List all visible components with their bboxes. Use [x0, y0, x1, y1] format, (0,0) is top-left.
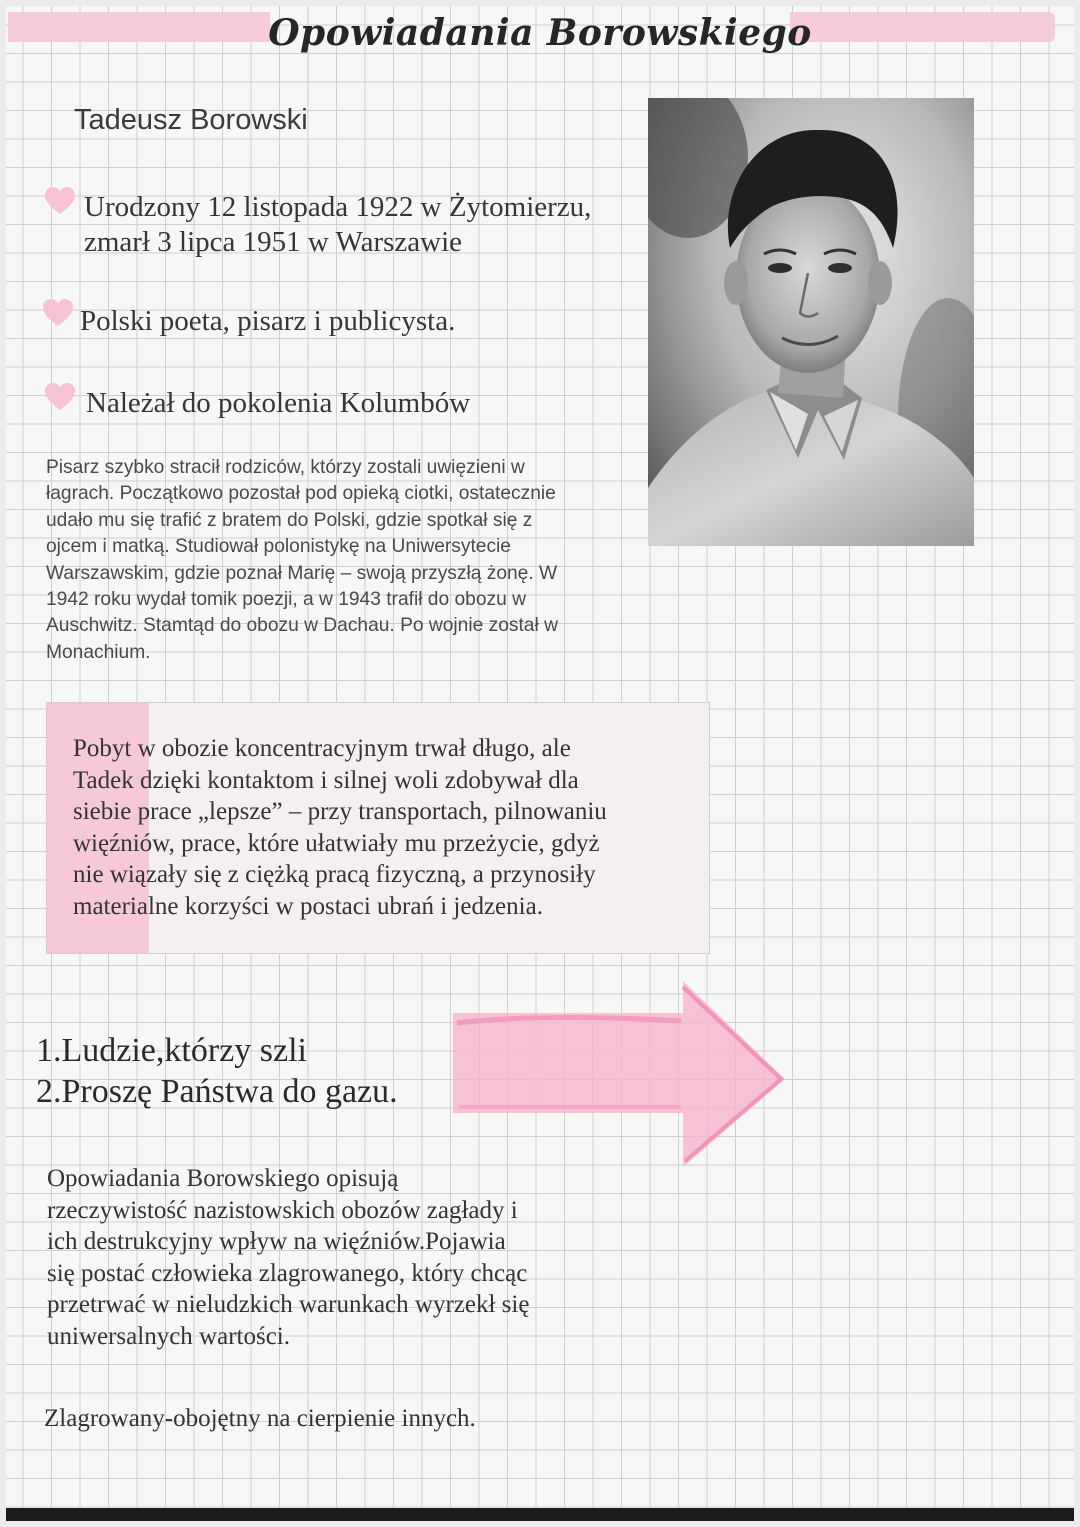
- camp-info-text: [73, 733, 693, 922]
- bullet-generation: [86, 386, 470, 421]
- bio-line: 1942 roku wydał tomik poezji, a w 1943 trafił do obozu w: [46, 589, 526, 611]
- bullet-line: Polski poeta, pisarz i publicysta.: [80, 305, 456, 337]
- camp-info-box: [46, 702, 710, 954]
- bio-line: Auschwitz. Stamtąd do obozu w Dachau. Po wojnie został w: [46, 615, 558, 637]
- arrow-right-icon: [445, 975, 795, 1175]
- camp-line: Tadek dzięki kontaktom i silnej woli zdobywał dla: [73, 766, 579, 794]
- camp-line: Pobyt w obozie koncentracyjnym trwał długo, ale: [73, 735, 571, 762]
- bullet-line: zmarł 3 lipca 1951 w Warszawie: [84, 226, 463, 258]
- works-item: 1.Ludzie,którzy szli: [36, 1032, 307, 1069]
- summary-line: ich destrukcyjny wpływ na więźniów.Pojawia: [47, 1228, 506, 1255]
- page-bottom-edge: [0, 1508, 1080, 1527]
- bullet-birth-death: [84, 190, 591, 260]
- page-title: Opowiadania Borowskiego: [268, 12, 812, 54]
- author-name: Tadeusz Borowski: [74, 104, 308, 136]
- summary-line: przetrwać w nieludzkich warunkach wyrzekł się: [47, 1291, 530, 1318]
- camp-line: nie wiązały się z ciężką pracą fizyczną, a przynosiły: [73, 861, 596, 888]
- bullet-line: Urodzony 12 listopada 1922 w Żytomierzu,: [84, 191, 592, 223]
- bio-line: Monachium.: [46, 641, 151, 663]
- bullet-profession: [80, 304, 455, 339]
- works-item: 2.Proszę Państwa do gazu.: [36, 1073, 398, 1110]
- summary-line: się postać człowieka zlagrowanego, który chcąc: [47, 1259, 528, 1287]
- camp-line: materialne korzyści w postaci ubrań i jedzenia.: [73, 892, 543, 920]
- summary-line: rzeczywistość nazistowskich obozów zagłady i: [47, 1196, 518, 1224]
- bullet-line: Należał do pokolenia Kolumbów: [86, 387, 471, 419]
- heart-icon: [44, 382, 76, 412]
- bio-line: Warszawskim, gdzie poznał Marię – swoją przyszłą żonę. W: [46, 562, 558, 584]
- camp-line: siebie prace „lepsze” – przy transportach, pilnowaniu: [73, 798, 607, 825]
- bio-line: ojcem i matką. Studiował polonistykę na Uniwersytecie: [46, 536, 511, 558]
- summary-text: [47, 1163, 607, 1352]
- heart-icon: [44, 186, 76, 216]
- summary-line: uniwersalnych wartości.: [47, 1322, 290, 1350]
- camp-line: więźniów, prace, które ułatwiały mu przeżycie, gdyż: [73, 829, 600, 857]
- author-portrait: [648, 98, 974, 546]
- bio-line: łagrach. Początkowo pozostał pod opieką ciotki, ostatecznie: [46, 483, 556, 505]
- works-list: [36, 1030, 398, 1112]
- bio-line: udało mu się trafić z bratem do Polski, gdzie spotkał się z: [46, 509, 533, 531]
- portrait-illustration: [648, 98, 974, 546]
- heart-icon: [42, 298, 74, 328]
- bio-line: Pisarz szybko stracił rodziców, którzy zostali uwięzieni w: [46, 457, 525, 478]
- title-highlight-left: [8, 12, 270, 42]
- definition-text: Zlagrowany-obojętny na cierpienie innych.: [44, 1405, 476, 1432]
- summary-line: Opowiadania Borowskiego opisują: [47, 1165, 399, 1192]
- biography-text: [46, 455, 636, 666]
